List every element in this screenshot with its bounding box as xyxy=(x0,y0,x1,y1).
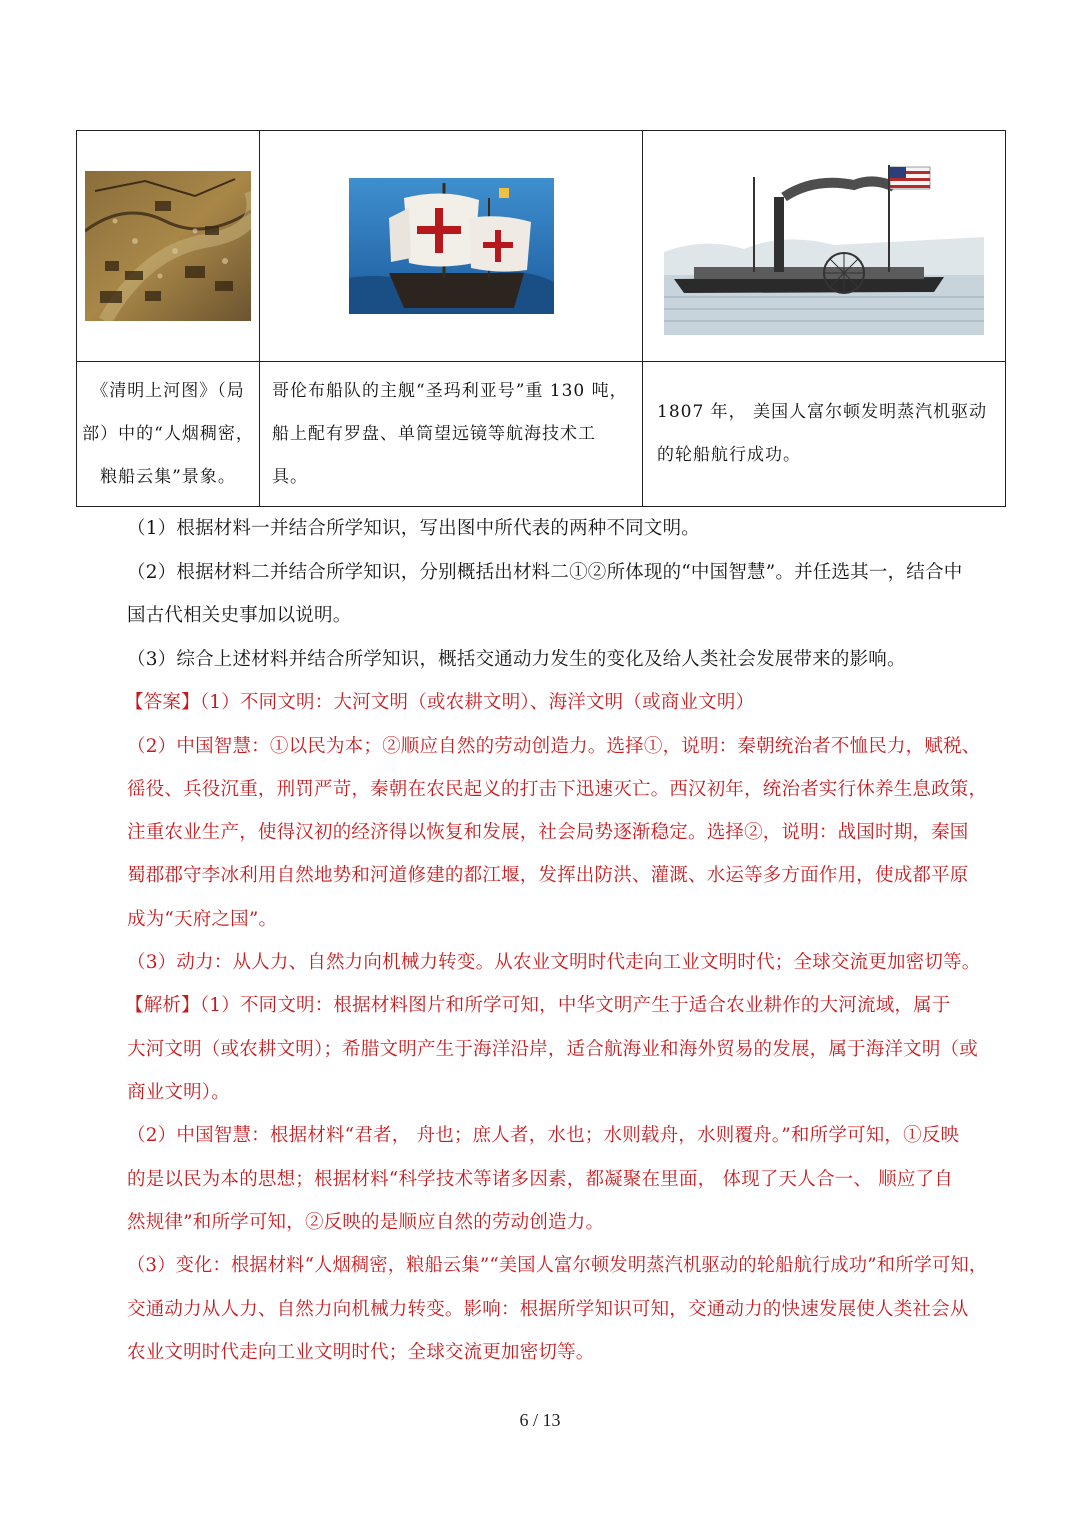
qingming-painting-image xyxy=(85,171,251,321)
question-1: （1）根据材料一并结合所学知识，写出图中所代表的两种不同文明。 xyxy=(127,518,700,539)
analysis-line-2: 大河文明（或农耕文明）；希腊文明产生于海洋沿岸，适合航海业和海外贸易的发展，属于海洋文明（或 xyxy=(127,1039,978,1060)
page-number: 6 / 13 xyxy=(519,1410,561,1430)
image-row xyxy=(77,131,1006,362)
question-2-line-2: 国古代相关史事加以说明。 xyxy=(127,605,352,626)
caption-line: 《清明上河图》（局 xyxy=(91,380,245,401)
answer-line-3: 徭役、兵役沉重，刑罚严苛，秦朝在农民起义的打击下迅速灭亡。西汉初年，统治者实行休养生息政策， xyxy=(127,779,988,800)
caption-line: 的轮船航行成功。 xyxy=(657,445,801,465)
caption-line: 具。 xyxy=(272,466,308,487)
answer-line-1 xyxy=(125,688,754,718)
question-3: （3）综合上述材料并结合所学知识，概括交通动力发生的变化及给人类社会发展带来的影响。 xyxy=(127,649,906,670)
santa-maria-ship-image xyxy=(349,178,554,314)
image-cell-3 xyxy=(643,131,1006,362)
answer-tag: 【答案】 xyxy=(125,692,200,713)
image-cell-1 xyxy=(77,131,260,362)
analysis-line-1 xyxy=(125,991,951,1021)
image-cell-2 xyxy=(260,131,643,362)
answer-line-6: 成为“天府之国”。 xyxy=(127,909,278,930)
material-table xyxy=(76,130,1006,507)
answer-line-5: 蜀郡郡守李冰利用自然地势和河道修建的都江堰，发挥出防洪、灌溉、水运等多方面作用，使成都平原 xyxy=(127,865,969,886)
caption-line: 船上配有罗盘、单筒望远镜等航海技术工 xyxy=(272,423,596,444)
analysis-line-4: （2）中国智慧：根据材料“君者， 舟也；庶人者，水也；水则载舟，水则覆舟。”和所学可知，①反映 xyxy=(127,1125,960,1146)
steamboat-image xyxy=(664,157,984,335)
caption-cell-3 xyxy=(643,362,1006,507)
caption-line: 部）中的“人烟稠密， xyxy=(82,423,254,444)
caption-cell-2 xyxy=(260,362,643,507)
question-2-line-1: （2）根据材料二并结合所学知识，分别概括出材料二①②所体现的“中国智慧”。并任选其一，结合中 xyxy=(127,562,963,583)
answer-text: （1）不同文明：大河文明（或农耕文明）、海洋文明（或商业文明） xyxy=(199,692,755,713)
analysis-line-8: 交通动力从人力、自然力向机械力转变。影响：根据所学知识可知，交通动力的快速发展使人类社会从 xyxy=(127,1299,969,1320)
caption-line: 哥伦布船队的主舰“圣玛利亚号”重 130 吨， xyxy=(272,380,628,401)
analysis-line-9: 农业文明时代走向工业文明时代；全球交流更加密切等。 xyxy=(127,1342,595,1363)
analysis-line-6: 然规律”和所学可知，②反映的是顺应自然的劳动创造力。 xyxy=(127,1212,605,1233)
caption-cell-1 xyxy=(77,362,260,507)
analysis-text: （1）不同文明：根据材料图片和所学可知，中华文明产生于适合农业耕作的大河流域，属于 xyxy=(199,995,951,1016)
caption-line: 粮船云集”景象。 xyxy=(100,466,236,487)
caption-row xyxy=(77,362,1006,507)
analysis-line-3: 商业文明）。 xyxy=(127,1082,230,1103)
answer-line-7: （3）动力：从人力、自然力向机械力转变。从农业文明时代走向工业文明时代；全球交流更加密切等。 xyxy=(127,952,981,973)
answer-line-2: （2）中国智慧：①以民为本；②顺应自然的劳动创造力。选择①，说明：秦朝统治者不恤民力，赋税、 xyxy=(127,736,981,757)
caption-line: 1807 年， 美国人富尔顿发明蒸汽机驱动 xyxy=(657,402,988,422)
analysis-line-5: 的是以民为本的思想；根据材料“科学技术等诸多因素，都凝聚在里面， 体现了天人合一、 顺应了自 xyxy=(127,1169,953,1190)
analysis-tag: 【解析】 xyxy=(125,995,200,1016)
analysis-line-7: （3）变化：根据材料“人烟稠密，粮船云集”“美国人富尔顿发明蒸汽机驱动的轮船航行成功”和所学可知， xyxy=(127,1255,988,1276)
answer-line-4: 注重农业生产，使得汉初的经济得以恢复和发展，社会局势逐渐稳定。选择②，说明：战国时期，秦国 xyxy=(127,822,969,843)
